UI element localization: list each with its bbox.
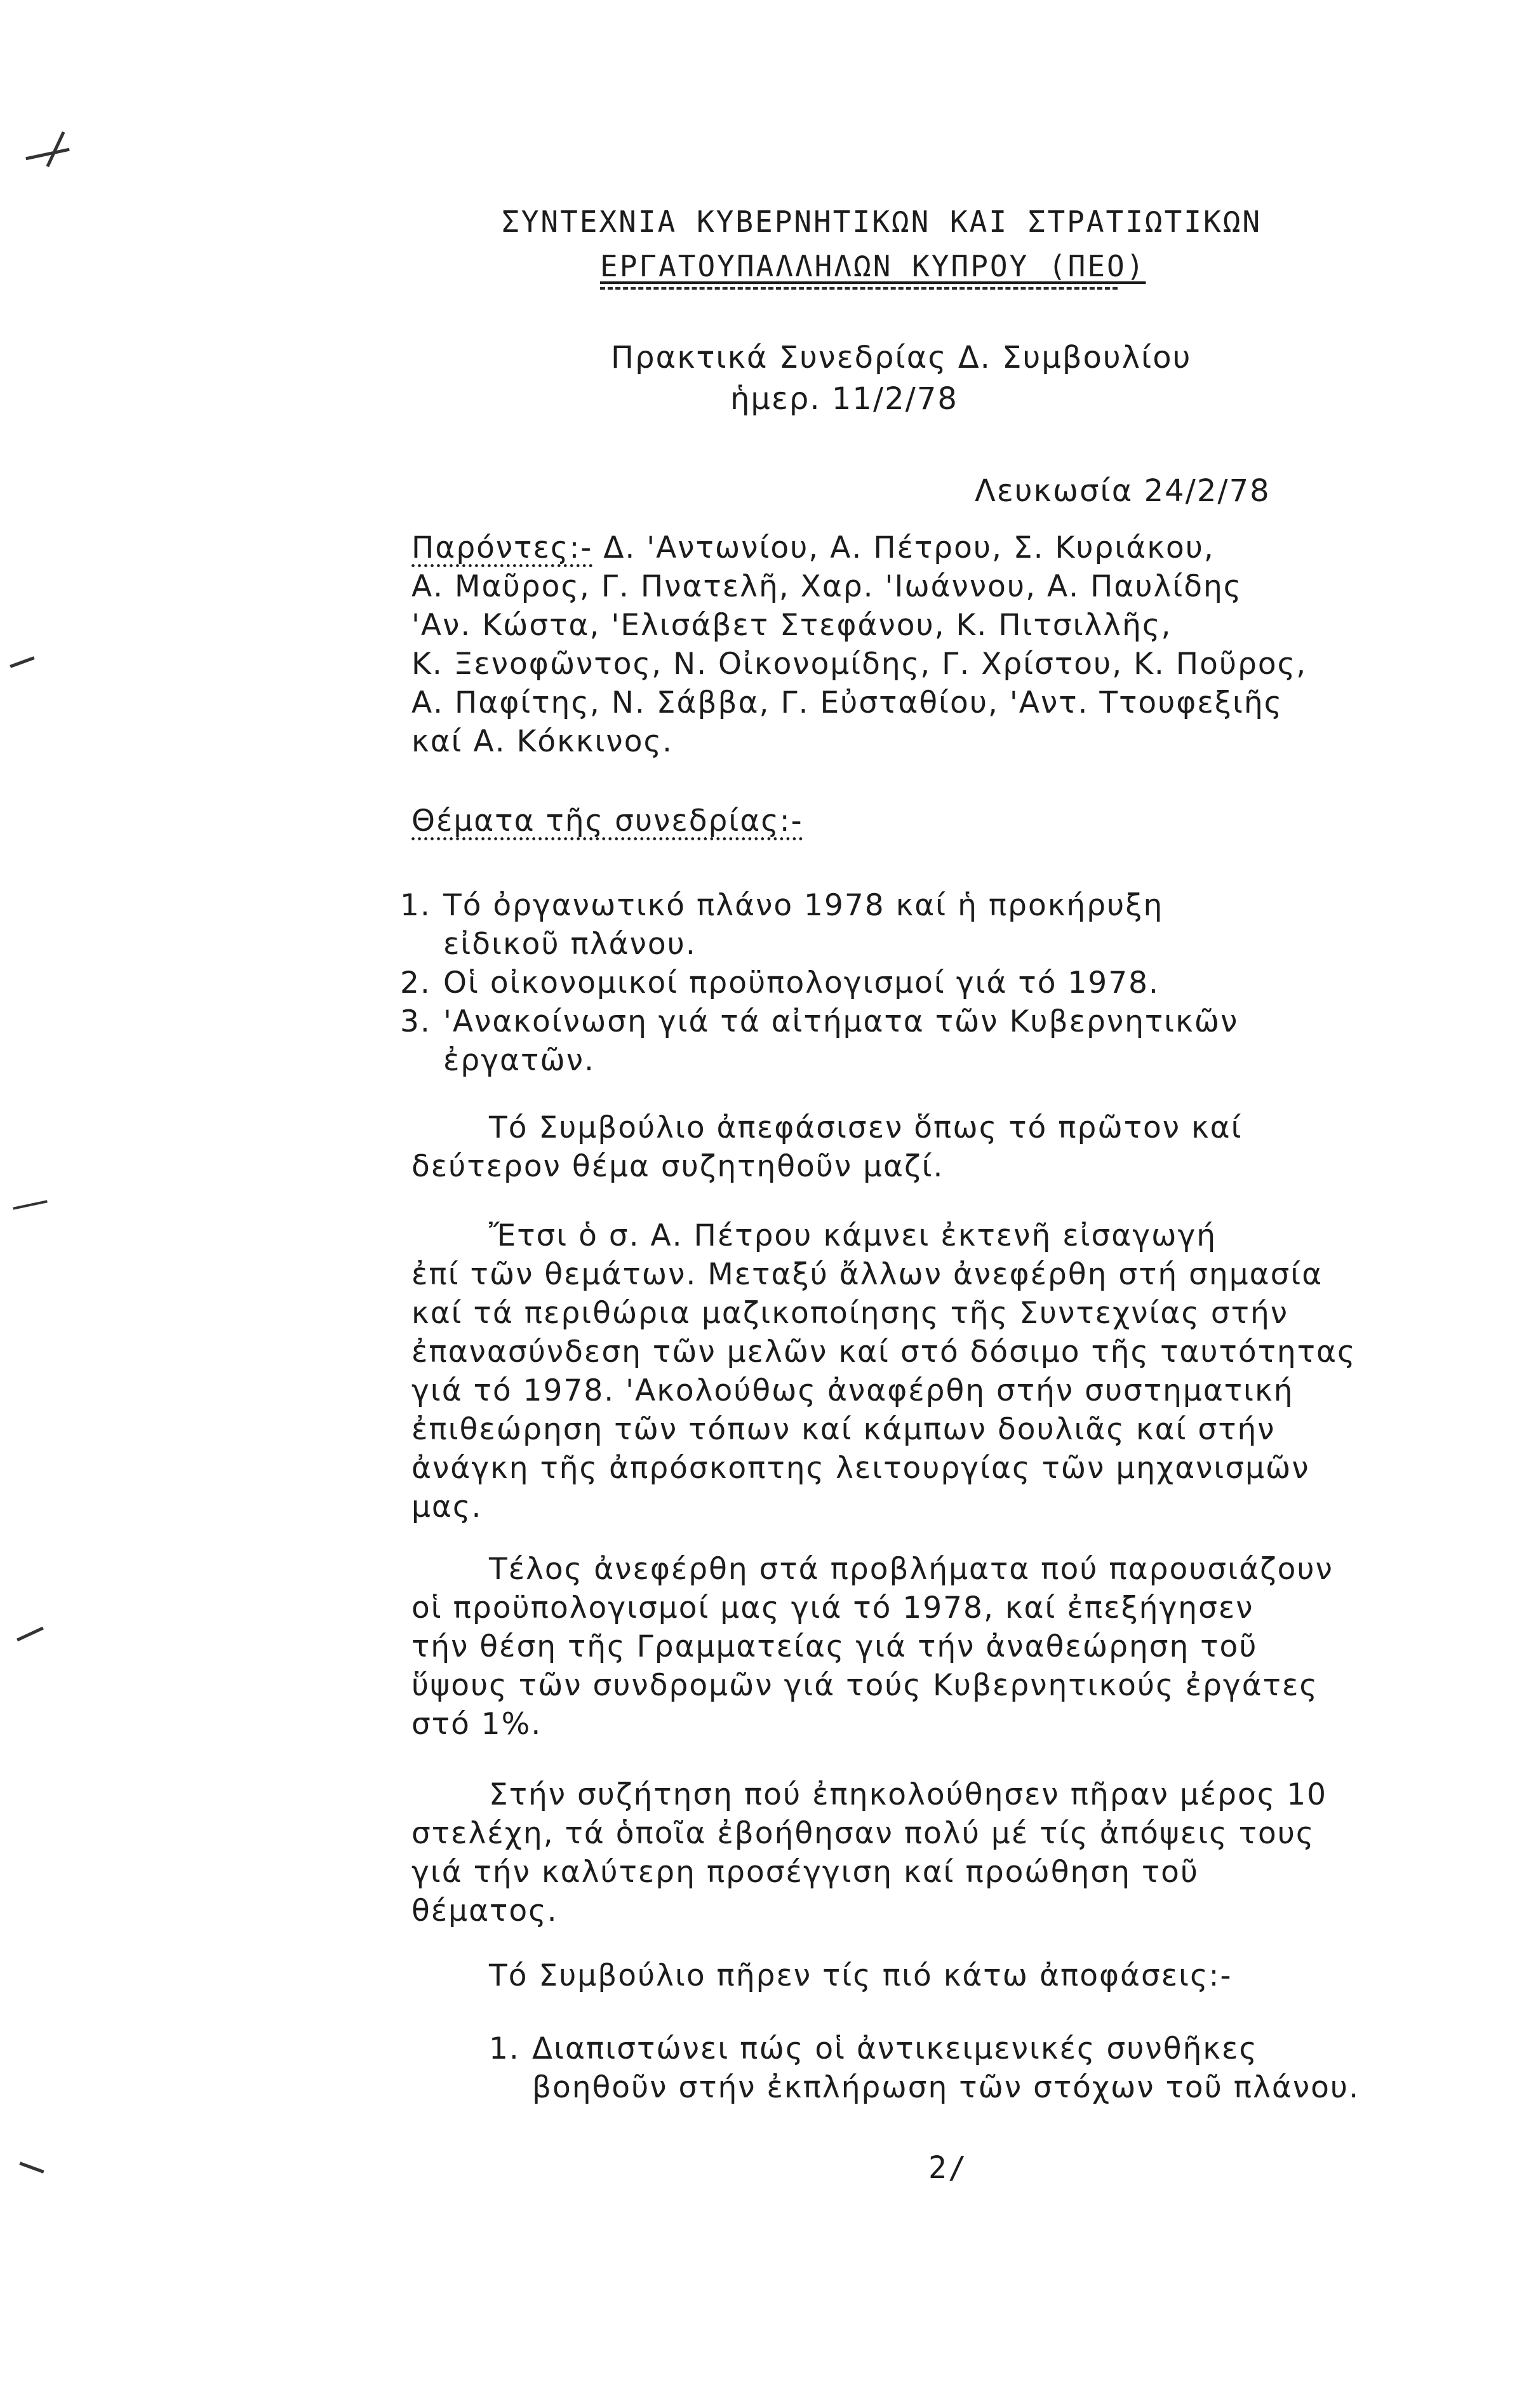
agenda-text: Τό ὀργανωτικό πλάνο 1978 καί ἡ προκήρυξη	[443, 888, 1164, 923]
paragraph-line: στελέχη, τά ὁποῖα ἐβοήθησαν πολύ μέ τίς ἀπόψεις τους	[411, 1816, 1315, 1851]
decision-item-1	[489, 2029, 1360, 2107]
organization-name-line2: ΕΡΓΑΤΟΥΠΑΛΛΗΛΩΝ ΚΥΠΡΟΥ (ΠΕΟ)	[600, 249, 1146, 283]
paragraph-line: Τό Συμβούλιο ἀπεφάσισεν ὅπως τό πρῶτον καί	[489, 1110, 1243, 1145]
paragraph-line: καί τά περιθώρια μαζικοποίησης τῆς Συντεχνίας στήν	[411, 1296, 1289, 1331]
body-paragraph-4	[411, 1775, 1327, 1930]
agenda-number: 3.	[400, 1004, 431, 1039]
paragraph-line: στό 1%.	[411, 1707, 542, 1742]
topics-heading: Θέματα τῆς συνεδρίας:-	[411, 804, 803, 838]
paragraph-line: γιά τό 1978. 'Ακολούθως ἀναφέρθη στήν συστηματική	[411, 1373, 1294, 1408]
agenda-item-1	[400, 886, 1163, 964]
paragraph-line: γιά τήν καλύτερη προσέγγιση καί προώθηση τοῦ	[411, 1855, 1200, 1890]
attendees-line: Α. Μαῦρος, Γ. Πνατελῆ, Χαρ. 'Ιωάννου, Α. Παυλίδης	[411, 569, 1243, 604]
attendees-line	[411, 528, 1307, 567]
paragraph-line: ὕψους τῶν συνδρομῶν γιά τούς Κυβερνητικούς ἐργάτες	[411, 1668, 1318, 1703]
paragraph-line: θέματος.	[411, 1893, 558, 1928]
paragraph-line: Τέλος ἀνεφέρθη στά προβλήματα πού παρουσιάζουν	[489, 1552, 1333, 1587]
agenda-item-3	[400, 1002, 1238, 1080]
agenda-number: 1.	[400, 888, 431, 923]
paragraph-line: ἀνάγκη τῆς ἀπρόσκοπτης λειτουργίας τῶν μηχανισμῶν	[411, 1451, 1310, 1486]
heading-dashed-rule	[600, 287, 1118, 290]
decision-text: Διαπιστώνει πώς οἱ ἀντικειμενικές συνθῆκες	[532, 2031, 1258, 2066]
attendees-label: Παρόντες:-	[411, 530, 593, 565]
body-paragraph-3	[411, 1550, 1333, 1744]
page-number: 2/	[928, 2150, 968, 2186]
paragraph-line: ἐπανασύνδεση τῶν μελῶν καί στό δόσιμο τῆς ταυτότητας	[411, 1335, 1356, 1369]
body-paragraph-2	[411, 1216, 1356, 1526]
paragraph-line: Ἔτσι ὁ σ. Α. Πέτρου κάμνει ἐκτενῆ εἰσαγωγή	[489, 1218, 1217, 1253]
paragraph-line: ἐπί τῶν θεμάτων. Μεταξύ ἄλλων ἀνεφέρθη στή σημασία	[411, 1257, 1323, 1292]
minutes-date: ἡμερ. 11/2/78	[730, 381, 958, 417]
paragraph-line: μας.	[411, 1490, 483, 1524]
decision-text: βοηθοῦν στήν ἐκπλήρωση τῶν στόχων τοῦ πλάνου.	[532, 2070, 1360, 2105]
attendees-line: 'Αν. Κώστα, 'Ελισάβετ Στεφάνου, Κ. Πιτσιλλῆς,	[411, 608, 1172, 643]
paragraph-line: οἱ προϋπολογισμοί μας γιά τό 1978, καί ἐπεξήγησεν	[411, 1591, 1254, 1625]
place-date: Λευκωσία 24/2/78	[975, 473, 1271, 509]
decisions-intro	[411, 1956, 1232, 1995]
scan-mark	[17, 1627, 44, 1642]
agenda-text: εἰδικοῦ πλάνου.	[443, 927, 697, 962]
decision-number: 1.	[489, 2031, 520, 2066]
attendees-block	[411, 528, 1307, 761]
scan-mark	[25, 148, 70, 160]
attendees-line: Κ. Ξενοφῶντος, Ν. Οἰκονομίδης, Γ. Χρίστου, Κ. Ποῦρος,	[411, 647, 1307, 682]
attendees-text: Δ. 'Αντωνίου, Α. Πέτρου, Σ. Κυριάκου,	[592, 530, 1215, 565]
scan-mark	[19, 2162, 44, 2173]
paragraph-line: τήν θέση τῆς Γραμματείας γιά τήν ἀναθεώρηση τοῦ	[411, 1629, 1258, 1664]
agenda-number: 2.	[400, 965, 431, 1000]
paragraph-line: ἐπιθεώρηση τῶν τόπων καί κάμπων δουλιᾶς καί στήν	[411, 1412, 1276, 1447]
minutes-title: Πρακτικά Συνεδρίας Δ. Συμβουλίου	[611, 340, 1192, 375]
paragraph-line: Τό Συμβούλιο πῆρεν τίς πιό κάτω ἀποφάσεις:-	[489, 1958, 1233, 1993]
agenda-text: ἐργατῶν.	[443, 1043, 595, 1078]
agenda-text: Οἱ οἰκονομικοί προϋπολογισμοί γιά τό 1978.	[443, 965, 1159, 1000]
agenda-text: 'Ανακοίνωση γιά τά αἰτήματα τῶν Κυβερνητικῶν	[443, 1004, 1239, 1039]
attendees-line: Α. Παφίτης, Ν. Σάββα, Γ. Εὐσταθίου, 'Αντ. Ττουφεξιῆς	[411, 685, 1283, 720]
scan-mark	[10, 656, 34, 668]
paragraph-line: Στήν συζήτηση πού ἐπηκολούθησεν πῆραν μέρος 10	[489, 1777, 1328, 1812]
organization-name: ΣΥΝΤΕΧΝΙΑ ΚΥΒΕΡΝΗΤΙΚΩΝ ΚΑΙ ΣΤΡΑΤΙΩΤΙΚΩΝ	[502, 205, 1262, 239]
paragraph-line: δεύτερον θέμα συζητηθοῦν μαζί.	[411, 1149, 944, 1184]
agenda-item-2	[400, 964, 1159, 1002]
attendees-line: καί Α. Κόκκινος.	[411, 724, 673, 759]
scan-mark	[13, 1200, 48, 1209]
body-paragraph-1	[411, 1108, 1243, 1186]
